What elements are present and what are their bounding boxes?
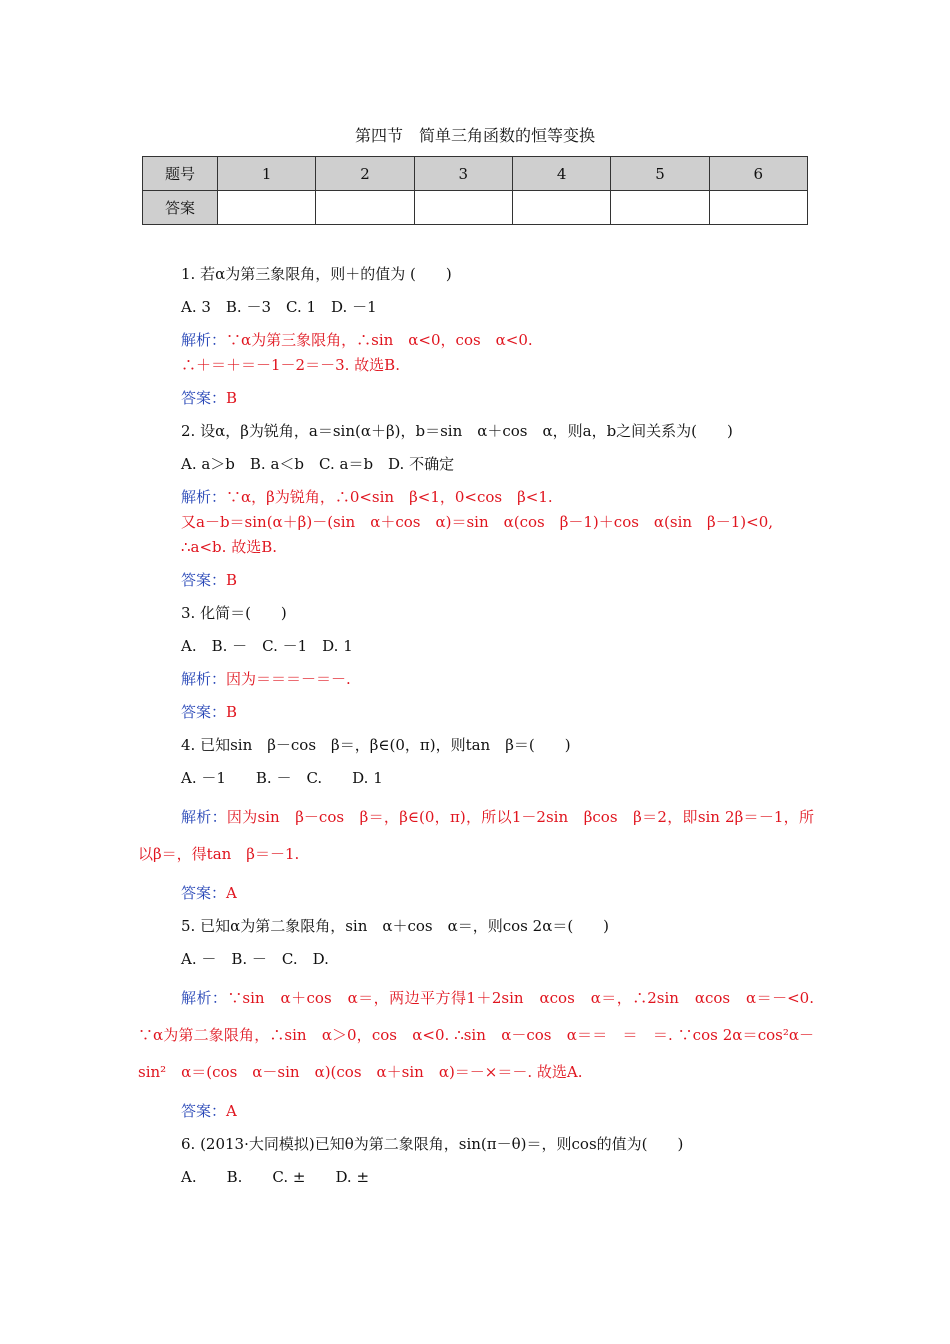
answer [138,386,814,411]
answer-value: A [226,884,237,902]
analysis-text: ∵α为第三象限角，∴sin α<0，cos α<0. [226,331,533,349]
column-number: 4 [512,157,610,191]
answer [138,881,814,906]
answer-cell[interactable] [709,191,807,225]
analysis [138,485,814,510]
column-number: 6 [709,157,807,191]
analysis-text: ∵α，β为锐角，∴0<sin β<1，0<cos β<1. [226,488,553,506]
answer-label: 答案： [181,703,227,721]
column-number: 3 [414,157,512,191]
column-number: 2 [316,157,414,191]
question-list [138,262,814,1190]
answer-table-header-row [143,157,808,191]
answer-cell[interactable] [316,191,414,225]
answer [138,1099,814,1124]
analysis-text: 因为＝＝＝－＝－. [226,670,351,688]
question-options: A. －1 B. － C. D. 1 [181,769,383,787]
answer-label: 答案： [181,389,227,407]
question-options: A. B. C. ± D. ± [181,1168,370,1186]
question-stem: 5. 已知α为第二象限角，sin α＋cos α＝，则cos 2α＝( ) [181,917,610,935]
analysis-text: 因为sin β－cos β＝，β∈(0，π)，所以1－2sin βcos β＝2，即sin 2β＝－1，所以β＝，得tan β＝－1. [138,808,814,863]
answer-cell[interactable] [414,191,512,225]
question-stem: 6. (2013·大同模拟)已知θ为第二象限角，sin(π－θ)＝，则cos的值为( ) [181,1135,684,1153]
column-number: 1 [218,157,316,191]
answer-value: B [226,703,238,721]
analysis [138,980,814,1091]
answer [138,700,814,725]
question-options: A. － B. － C. D. [181,950,329,968]
answer-cell[interactable] [218,191,316,225]
analysis-text: 又a－b＝sin(α＋β)－(sin α＋cos α)＝sin α(cos β－1)＋cos α(sin β－1)<0, [181,513,774,531]
analysis-text: ∵sin α＋cos α＝，两边平方得1＋2sin αcos α＝，∴2sin αcos α＝－<0. ∵α为第二象限角，∴sin α＞0，cos α<0. ∴sin α－cos α＝＝ ＝ ＝. ∵cos 2α＝cos²α－sin² α＝(cos α－sin α)(cos α＋sin α)＝－×＝－. 故选A. [138,989,814,1081]
analysis-label: 解析： [181,670,227,688]
analysis [138,328,814,353]
row-label-answer: 答案 [143,191,218,225]
analysis-label: 解析： [181,331,227,349]
answer-cell[interactable] [611,191,709,225]
answer-label: 答案： [181,884,227,902]
question-stem: 2. 设α，β为锐角，a＝sin(α＋β)，b＝sin α＋cos α，则a，b之间关系为( ) [181,422,733,440]
question-options: A. 3 B. －3 C. 1 D. －1 [181,298,377,316]
analysis-text: ∴＋＝＋＝－1－2＝－3. 故选B. [181,356,400,374]
answer-cell[interactable] [512,191,610,225]
question-options: A. B. － C. －1 D. 1 [181,637,353,655]
answer-table [142,156,808,225]
question-options: A. a＞b B. a＜b C. a＝b D. 不确定 [181,455,455,473]
answer-value: B [226,389,238,407]
column-number: 5 [611,157,709,191]
answer-value: A [226,1102,237,1120]
answer [138,568,814,593]
analysis [138,799,814,873]
page-title: 第四节 简单三角函数的恒等变换 [354,126,595,145]
row-label-question-number: 题号 [143,157,218,191]
answer-label: 答案： [181,1102,227,1120]
question-stem: 1. 若α为第三象限角，则＋的值为 ( ) [181,265,452,283]
answer-label: 答案： [181,571,227,589]
analysis-label: 解析： [181,808,227,826]
question-stem: 3. 化简＝( ) [181,604,287,622]
answer-table-answer-row [143,191,808,225]
analysis-label: 解析： [181,488,227,506]
question-stem: 4. 已知sin β－cos β＝，β∈(0，π)，则tan β＝( ) [181,736,571,754]
analysis-label: 解析： [181,989,228,1007]
answer-value: B [226,571,238,589]
analysis-text: ∴a<b. 故选B. [181,538,277,556]
analysis [138,667,814,692]
